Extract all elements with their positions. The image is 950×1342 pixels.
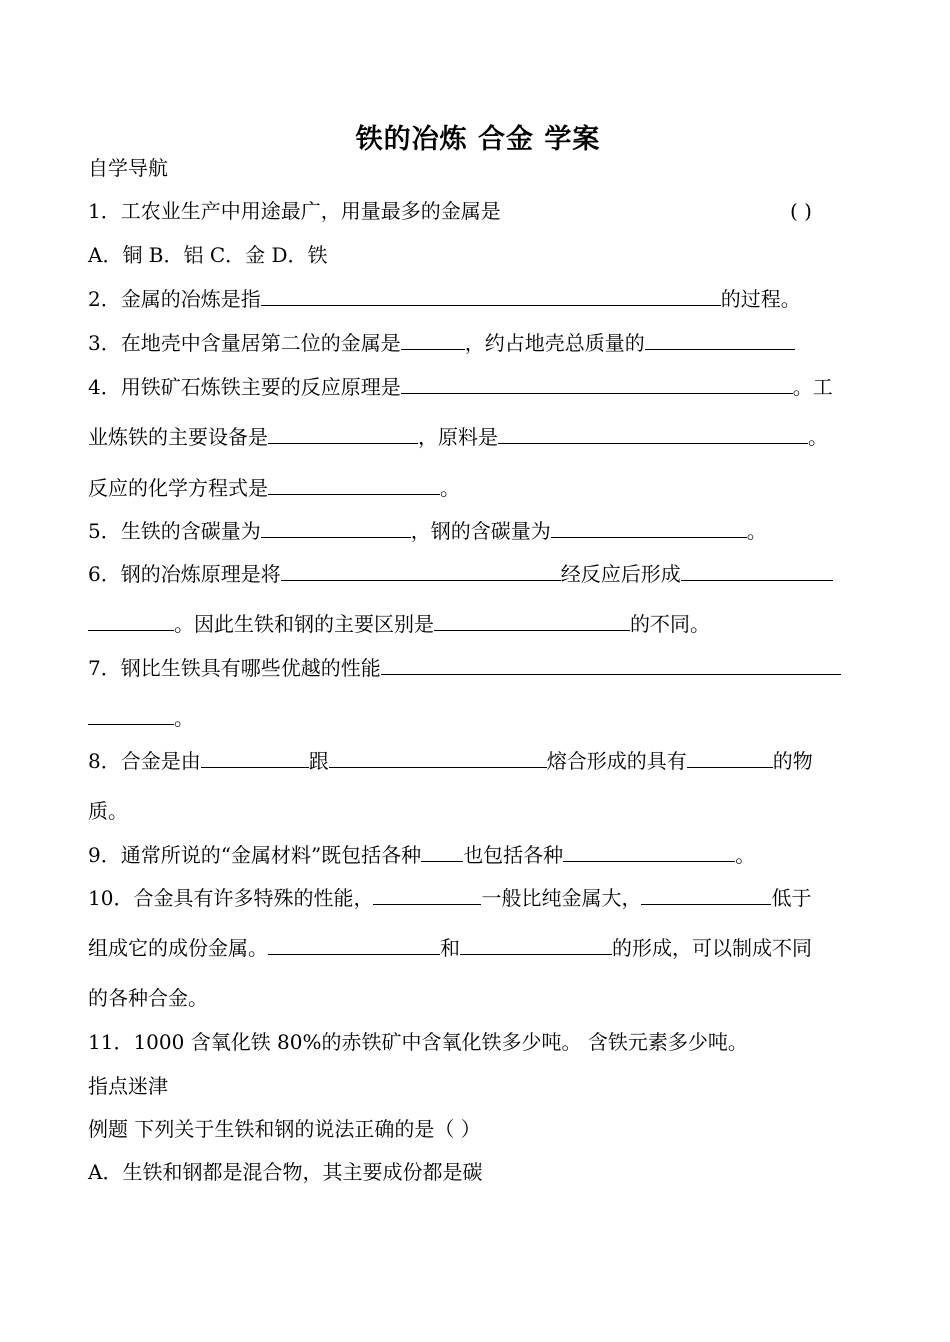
question-text: 3．在地壳中含量居第二位的金属是 (88, 331, 401, 355)
section-heading-self-study: 自学导航 (88, 156, 168, 180)
question-1 (88, 197, 868, 225)
answer-blank[interactable] (551, 517, 747, 538)
question-text: 的不同。 (630, 612, 710, 636)
question-text: 业炼铁的主要设备是 (88, 425, 268, 449)
question-6-line-2 (88, 610, 710, 638)
question-text: 4．用铁矿石炼铁主要的反应原理是 (88, 375, 401, 399)
question-10-line-3: 的各种合金。 (88, 986, 208, 1010)
answer-blank[interactable] (641, 884, 771, 905)
answer-blank[interactable] (201, 747, 309, 768)
question-10 (88, 884, 811, 912)
answer-blank[interactable] (421, 841, 463, 862)
question-text: 也包括各种 (463, 843, 564, 867)
question-text: 组成它的成份金属。 (88, 936, 268, 960)
question-2 (88, 285, 801, 313)
answer-blank[interactable] (460, 934, 612, 955)
answer-blank[interactable] (645, 329, 795, 350)
answer-blank[interactable] (261, 285, 721, 306)
question-text: 熔合形成的具有 (546, 749, 687, 773)
question-text: 的过程。 (720, 287, 801, 311)
question-text: 6．钢的冶炼原理是将 (88, 562, 281, 586)
question-text: 。 (174, 706, 194, 730)
section-heading-guidance: 指点迷津 (88, 1074, 168, 1098)
question-text: 1．工农业生产中用途最广，用量最多的金属是 (88, 199, 501, 223)
answer-blank[interactable] (261, 517, 411, 538)
example-option-a: A．生铁和钢都是混合物，其主要成份都是碳 (88, 1160, 483, 1184)
question-text: 。 (746, 519, 767, 543)
answer-blank[interactable] (373, 884, 481, 905)
answer-blank[interactable] (401, 329, 465, 350)
example-question: 例题 下列关于生铁和钢的说法正确的是（ ） (88, 1117, 481, 1141)
question-text: 反应的化学方程式是 (88, 476, 268, 500)
question-text: ，钢的含碳量为 (410, 519, 551, 543)
answer-blank[interactable] (401, 373, 793, 394)
question-text: 8．合金是由 (88, 749, 201, 773)
answer-blank[interactable] (268, 423, 418, 444)
question-text: 7．钢比生铁具有哪些优越的性能 (88, 656, 381, 680)
question-10-line-2 (88, 934, 812, 962)
question-text: 一般比纯金属大， (481, 886, 642, 910)
question-text: 。因此生铁和钢的主要区别是 (174, 612, 434, 636)
answer-blank[interactable] (281, 560, 561, 581)
answer-blank[interactable] (88, 610, 174, 631)
question-5 (88, 517, 767, 545)
question-text: 。工 (792, 375, 833, 399)
question-text: ，原料是 (418, 425, 498, 449)
question-1-options: A．铜 B．铝 C．金 D．铁 (88, 243, 328, 267)
question-9 (88, 841, 755, 869)
question-text: ，约占地壳总质量的 (464, 331, 645, 355)
question-4 (88, 373, 833, 401)
answer-blank[interactable] (681, 560, 833, 581)
question-text: 5．生铁的含碳量为 (88, 519, 261, 543)
question-3 (88, 329, 795, 357)
question-text: 跟 (308, 749, 329, 773)
answer-blank[interactable] (329, 747, 547, 768)
answer-blank[interactable] (498, 423, 808, 444)
question-text: 10．合金具有许多特殊的性能， (88, 886, 374, 910)
answer-blank[interactable] (88, 704, 174, 725)
answer-blank[interactable] (381, 654, 841, 675)
answer-parentheses: ( ) (790, 199, 812, 223)
answer-blank[interactable] (687, 747, 773, 768)
question-8-line-2: 质。 (88, 799, 128, 823)
question-text: 的物 (772, 749, 813, 773)
question-8 (88, 747, 813, 775)
answer-blank[interactable] (268, 934, 440, 955)
question-text: 低于 (771, 886, 812, 910)
page-title: 铁的冶炼 合金 学案 (355, 124, 601, 155)
question-text: 经反应后形成 (560, 562, 681, 586)
question-text: 。 (735, 843, 756, 867)
answer-blank[interactable] (268, 474, 440, 495)
question-4-line-3 (88, 474, 460, 502)
question-text: 的形成，可以制成不同 (612, 936, 812, 960)
question-11: 11．1000 含氧化铁 80%的赤铁矿中含氧化铁多少吨。 含铁元素多少吨。 (88, 1030, 748, 1054)
question-text: 9．通常所说的“金属材料”既包括各种 (88, 843, 422, 867)
question-6 (88, 560, 833, 588)
question-text: 和 (440, 936, 460, 960)
question-text: 2．金属的冶炼是指 (88, 287, 261, 311)
answer-blank[interactable] (434, 610, 630, 631)
question-4-line-2 (88, 423, 828, 451)
question-7 (88, 654, 841, 682)
question-text: 。 (808, 425, 828, 449)
question-text: 。 (440, 476, 460, 500)
answer-blank[interactable] (563, 841, 735, 862)
question-7-line-2 (88, 704, 194, 732)
